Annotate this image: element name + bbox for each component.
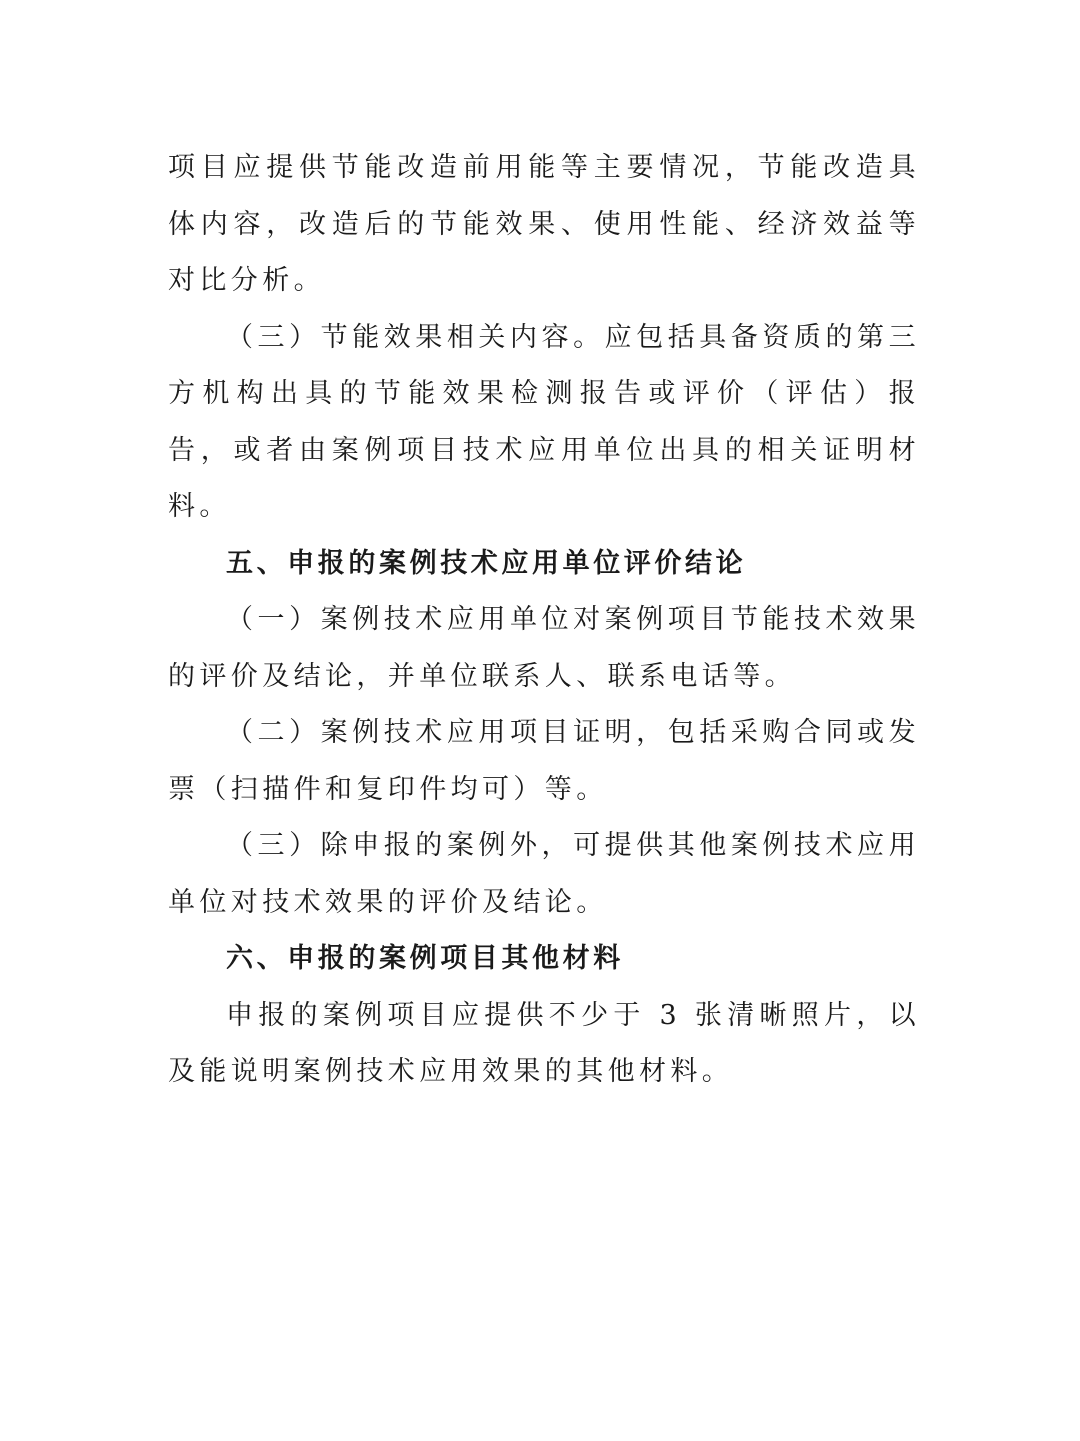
paragraph-other-materials: 申报的案例项目应提供不少于 3 张清晰照片，以及能说明案例技术应用效果的其他材料。	[168, 999, 920, 1087]
paragraph-energy-saving-effect: （三）节能效果相关内容。应包括具备资质的第三方机构出具的节能效果检测报告或评价（评估）报告，或者由案例项目技术应用单位出具的相关证明材料。	[168, 321, 920, 522]
paragraph-other-cases: （三）除申报的案例外，可提供其他案例技术应用单位对技术效果的评价及结论。	[168, 830, 920, 918]
paragraph-project-proof: （二）案例技术应用项目证明，包括采购合同或发票（扫描件和复印件均可）等。	[168, 717, 920, 805]
document-body	[168, 140, 920, 1101]
paragraph-evaluation-conclusion: （一）案例技术应用单位对案例项目节能技术效果的评价及结论，并单位联系人、联系电话等。	[168, 604, 920, 692]
paragraph-energy-saving-retrofit: 项目应提供节能改造前用能等主要情况，节能改造具体内容，改造后的节能效果、使用性能、经济效益等对比分析。	[168, 152, 920, 296]
section-heading-6: 六、申报的案例项目其他材料	[226, 943, 624, 974]
section-heading-5: 五、申报的案例技术应用单位评价结论	[226, 547, 747, 579]
